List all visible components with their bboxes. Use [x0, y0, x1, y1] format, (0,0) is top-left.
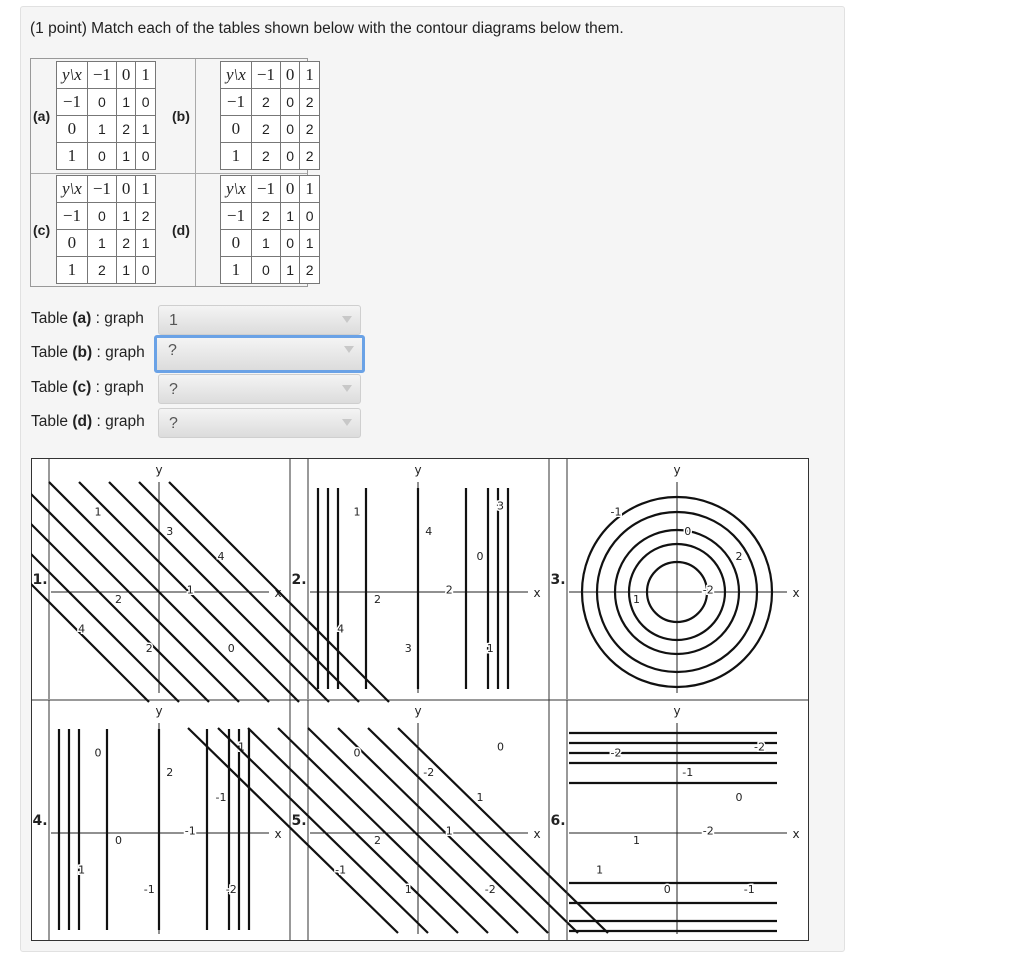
contour-label: 1: [596, 863, 604, 877]
contour-label: 2: [374, 834, 381, 847]
answer-label-a: Table (a) : graph: [31, 310, 144, 327]
contour-label: 4: [217, 550, 225, 564]
table-header-cell: 0: [116, 176, 136, 203]
table-cell: 0: [280, 143, 300, 170]
graph-select-value: ?: [169, 415, 178, 432]
value-table-b: [220, 61, 320, 170]
x-axis-label: x: [274, 827, 282, 841]
table-cell: 1: [57, 257, 88, 284]
contour-label: -1: [335, 863, 347, 877]
contour-label: -1: [215, 791, 227, 805]
contour-label: 3: [497, 499, 504, 513]
x-axis-label: x: [533, 827, 541, 841]
graph-number: 2.: [291, 572, 307, 588]
contour-label: 2: [115, 593, 122, 606]
y-axis-label: y: [155, 463, 163, 477]
contour-label: 1: [78, 863, 86, 877]
contour-label: 2: [145, 641, 153, 655]
table-header-cell: 1: [136, 62, 156, 89]
table-cell: 2: [251, 203, 280, 230]
contour-label: 1: [476, 791, 484, 805]
contour-label: 2: [374, 593, 381, 606]
table-header-cell: −1: [87, 62, 116, 89]
x-axis-label: x: [274, 586, 282, 600]
contour-label: 3: [166, 524, 174, 538]
table-cell: 1: [116, 143, 136, 170]
table-cell: 2: [251, 89, 280, 116]
answer-label-c: Table (c) : graph: [31, 379, 144, 396]
table-cell: 1: [280, 203, 300, 230]
table-header-cell: y\x: [57, 176, 88, 203]
table-cell: −1: [57, 203, 88, 230]
answer-label-b: Table (b) : graph: [31, 344, 145, 361]
contour-label: -2: [423, 765, 435, 779]
table-cell: 0: [280, 89, 300, 116]
contour-label: -2: [702, 583, 714, 597]
contour-label: 1: [633, 593, 640, 606]
table-header-cell: −1: [251, 176, 280, 203]
contour-label: 3: [404, 641, 412, 655]
contour-label: 1: [404, 882, 412, 896]
table-header-cell: y\x: [221, 62, 252, 89]
contour-label: 1: [94, 505, 102, 519]
table-header-cell: −1: [87, 176, 116, 203]
contour-label: 0: [94, 746, 102, 760]
x-axis-label: x: [792, 586, 800, 600]
table-cell: 2: [116, 116, 136, 143]
contour-label: 0: [227, 641, 235, 655]
graph-select-value: ?: [169, 381, 178, 398]
table-cell: 2: [300, 89, 320, 116]
contour-label: 0: [353, 746, 361, 760]
table-cell: 1: [136, 230, 156, 257]
table-cell: 1: [87, 116, 116, 143]
table-cell: 0: [136, 257, 156, 284]
table-label-a: (a): [33, 108, 51, 124]
table-cell: 1: [221, 257, 252, 284]
table-cell: 1: [251, 230, 280, 257]
contour-label: -1: [610, 505, 622, 519]
y-axis-label: y: [155, 704, 163, 718]
table-label-d: (d): [172, 222, 190, 238]
contour-label: 0: [476, 550, 484, 564]
table-cell: 1: [280, 257, 300, 284]
table-cell: 0: [87, 203, 116, 230]
answer-label-d: Table (d) : graph: [31, 413, 145, 430]
table-cell: 2: [251, 116, 280, 143]
table-cell: −1: [221, 89, 252, 116]
contour-label: -1: [743, 882, 755, 896]
table-cell: 2: [300, 257, 320, 284]
table-cell: 0: [221, 230, 252, 257]
contour-label: -1: [143, 882, 155, 896]
contour-label: -2: [702, 824, 714, 838]
tables-grid: [30, 58, 314, 287]
table-cell: 2: [116, 230, 136, 257]
table-header-cell: 0: [280, 62, 300, 89]
contour-label: -1: [682, 765, 694, 779]
chevron-down-icon: [344, 346, 354, 353]
y-axis-label: y: [673, 704, 681, 718]
table-cell: 0: [221, 116, 252, 143]
contour-label: 1: [486, 641, 494, 655]
table-cell: 1: [300, 230, 320, 257]
chevron-down-icon: [342, 316, 352, 323]
table-cell: 0: [87, 143, 116, 170]
table-header-cell: −1: [251, 62, 280, 89]
graph-select-value: 1: [169, 312, 178, 329]
contour-label: -2: [225, 882, 237, 896]
table-cell: 1: [57, 143, 88, 170]
contour-label: 0: [663, 882, 671, 896]
graph-number: 1.: [32, 572, 48, 588]
table-header-cell: 1: [300, 176, 320, 203]
chevron-down-icon: [342, 419, 352, 426]
table-cell: 2: [251, 143, 280, 170]
contour-label: 1: [445, 824, 453, 838]
table-cell: 0: [57, 116, 88, 143]
table-header-cell: y\x: [57, 62, 88, 89]
contour-label: 2: [735, 550, 743, 564]
graph-number: 6.: [550, 813, 566, 829]
contour-label: 4: [425, 524, 433, 538]
table-cell: 1: [116, 203, 136, 230]
y-axis-label: y: [673, 463, 681, 477]
table-cell: −1: [57, 89, 88, 116]
contour-label: 0: [497, 740, 504, 754]
graph-select-c[interactable]: [158, 374, 361, 404]
contour-label: 1: [633, 834, 640, 847]
contour-label: -1: [184, 824, 196, 838]
table-cell: 1: [221, 143, 252, 170]
contour-label: 0: [115, 834, 122, 847]
table-cell: 2: [87, 257, 116, 284]
contour-label: 4: [337, 622, 345, 636]
table-cell: 1: [116, 89, 136, 116]
contour-label: -2: [484, 882, 496, 896]
contour-label: 0: [735, 791, 743, 805]
contour-label: 2: [166, 765, 174, 779]
graph-number: 4.: [32, 813, 48, 829]
table-cell: −1: [221, 203, 252, 230]
contour-label: 2: [445, 583, 453, 597]
table-cell: 2: [136, 203, 156, 230]
x-axis-label: x: [533, 586, 541, 600]
graph-select-b[interactable]: [154, 335, 365, 373]
graph-select-d[interactable]: [158, 408, 361, 438]
value-table-d: [220, 175, 320, 284]
table-cell: 0: [280, 116, 300, 143]
graph-select-a[interactable]: [158, 305, 361, 335]
table-cell: 0: [280, 230, 300, 257]
graph-number: 3.: [550, 572, 566, 588]
table-cell: 1: [87, 230, 116, 257]
table-label-c: (c): [33, 222, 51, 238]
table-cell: 2: [300, 116, 320, 143]
table-label-b: (b): [172, 108, 190, 124]
table-header-cell: 1: [300, 62, 320, 89]
x-axis-label: x: [792, 827, 800, 841]
table-cell: 0: [136, 143, 156, 170]
table-cell: 1: [136, 116, 156, 143]
problem-prompt: (1 point) Match each of the tables shown below with the contour diagrams below them.: [30, 20, 624, 37]
contour-label: 1: [238, 740, 245, 754]
table-header-cell: 1: [136, 176, 156, 203]
chevron-down-icon: [342, 385, 352, 392]
table-cell: 0: [87, 89, 116, 116]
table-header-cell: y\x: [221, 176, 252, 203]
table-header-cell: 0: [280, 176, 300, 203]
contour-graphs: [31, 458, 809, 941]
contour-label: 4: [78, 622, 86, 636]
contour-label: 1: [353, 505, 361, 519]
table-cell: 0: [136, 89, 156, 116]
table-cell: 2: [300, 143, 320, 170]
graph-number: 5.: [291, 813, 307, 829]
table-cell: 0: [57, 230, 88, 257]
contour-label: 0: [684, 524, 692, 538]
contour-label: 1: [186, 583, 194, 597]
table-cell: 0: [251, 257, 280, 284]
value-table-c: [56, 175, 156, 284]
y-axis-label: y: [414, 463, 422, 477]
contour-label: -2: [754, 740, 765, 754]
y-axis-label: y: [414, 704, 422, 718]
graph-select-value: ?: [168, 342, 177, 359]
contour-label: -2: [610, 746, 622, 760]
value-table-a: [56, 61, 156, 170]
table-cell: 0: [300, 203, 320, 230]
table-cell: 1: [116, 257, 136, 284]
table-header-cell: 0: [116, 62, 136, 89]
